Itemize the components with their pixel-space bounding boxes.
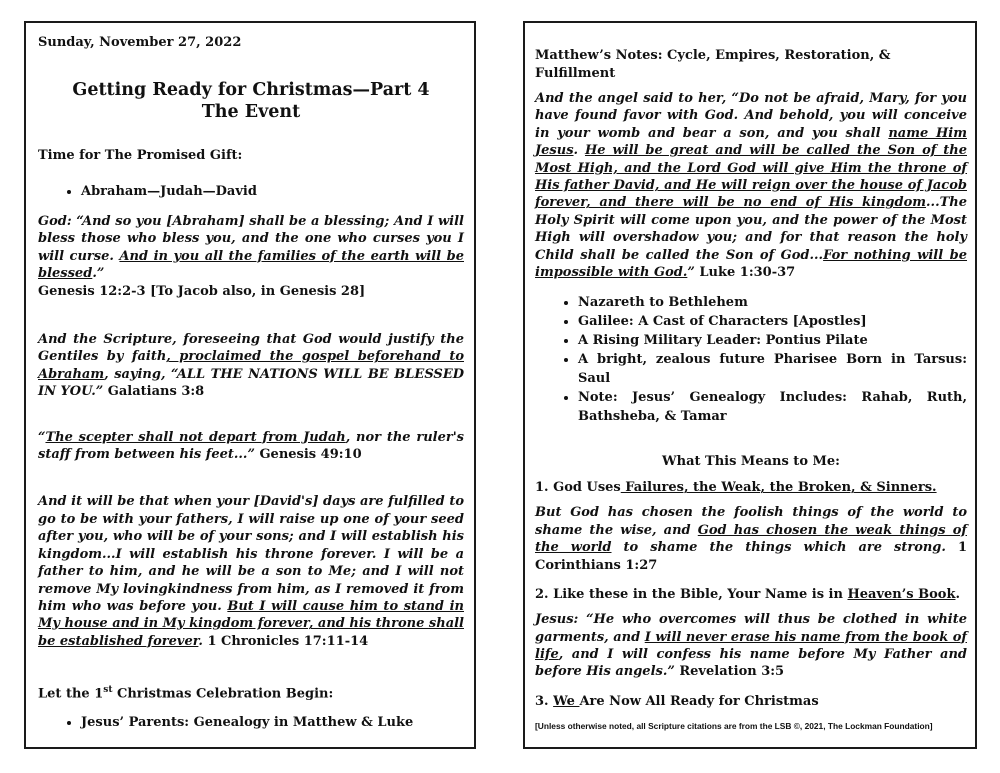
list-item: • A Rising Military Leader: Pontius Pilate (578, 331, 967, 350)
section-heading-promised-gift: Time for The Promised Gift: (38, 148, 243, 163)
page-title: Getting Ready for Christmas—Part 4 (72, 80, 430, 100)
verse-reference: Galatians 3:8 (107, 384, 205, 400)
section-heading-matthews-notes: Matthew’s Notes: Cycle, Empires, Restoration, & Fulfillment (535, 48, 891, 81)
verse-reference: 1 Chronicles 17:11-14 (207, 633, 369, 649)
list-item: • Note: Jesus’ Genealogy Includes: Rahab, Ruth, Bathsheba, & Tamar (578, 388, 967, 426)
left-page (24, 21, 476, 749)
verse-genesis-49: “The scepter shall not depart from Judah, nor the ruler's staff from between his feet...” Genesis 49:10 (38, 429, 464, 463)
list-item: • A bright, zealous future Pharisee Born in Tarsus: Saul (578, 350, 967, 388)
verse-1-corinthians-1: But God has chosen the foolish things of the world to shame the wise, and God has chosen the weak things of the world to shame the things which are strong. 1 Corinthians 1:27 (535, 505, 967, 573)
verse-reference: Revelation 3:5 (679, 664, 785, 680)
verse-galatians-3: And the Scripture, foreseeing that God would justify the Gentiles by faith, proclaimed the gospel beforehand to Abraham, saying, “ALL THE NATIONS WILL BE BLESSED IN YOU.” Galatians 3:8 (38, 332, 464, 400)
section-heading-celebration: Let the 1st Christmas Celebration Begin: (38, 685, 334, 702)
list-item: • Galilee: A Cast of Characters [Apostles] (578, 312, 967, 331)
bullet-list-notes (535, 293, 967, 426)
verse-1-chronicles-17: And it will be that when your [David's] days are fulfilled to go to be with your fathers, I will raise up one of your seed after you, who will be of your sons; and I will establish his kingdom...I will establish his throne forever. I will be a father to him, and he will be a son to Me; and I will not remove My lovingkindness from him, as I removed it from him who was before you. But I will cause him to stand in My house and in My kingdom forever, and his throne shall be established forever. 1 Chronicles 17:11-14 (38, 494, 464, 649)
list-item: • Nazareth to Bethlehem (578, 293, 967, 312)
page-subtitle: The Event (201, 102, 301, 122)
verse-genesis-12: God: “And so you [Abraham] shall be a blessing; And I will bless those who bless you, and the one who curses you I will curse. And in you all the families of the earth will be blessed.” Genesis 12:2-3 [To Jacob also, in Genesis 28] (38, 214, 464, 299)
verse-revelation-3: Jesus: “He who overcomes will thus be clothed in white garments, and I will never erase his name from the book of life, and I will confess his name before My Father and before His angels.” Revelation 3:5 (535, 612, 967, 680)
point-3: 3. We Are Now All Ready for Christmas (535, 693, 819, 709)
bullet-list-lineage (38, 182, 464, 201)
verse-reference: Genesis 12:2-3 [To Jacob also, in Genesis 28] (38, 283, 366, 299)
verse-luke-1: And the angel said to her, “Do not be afraid, Mary, for you have found favor with God. And behold, you will conceive in your womb and bear a son, and you shall name Him Jesus. He will be great and will be called the Son of the Most High, and the Lord God will give Him the throne of His father David, and He will reign over the house of Jacob forever, and there will be no end of His kingdom...The Holy Spirit will come upon you, and the power of the Most High will overshadow you; and for that reason the holy Child shall be called the Son of God...For nothing will be impossible with God.” Luke 1:30-37 (535, 91, 968, 281)
point-1: 1. God Uses Failures, the Weak, the Broken, & Sinners. (535, 480, 937, 496)
verse-reference: Luke 1:30-37 (699, 265, 796, 281)
bullet-list-parents (38, 713, 464, 732)
verse-reference: 1 Corinthians 1:27 (535, 540, 967, 573)
point-2: 2. Like these in the Bible, Your Name is in Heaven’s Book. (535, 587, 960, 603)
section-heading-what-this-means: What This Means to Me: (662, 454, 840, 470)
footnote: [Unless otherwise noted, all Scripture citations are from the LSB ©, 2021, The Lockman Foundation] (535, 721, 933, 731)
right-page (523, 21, 977, 749)
list-item: • Abraham—Judah—David (81, 182, 464, 201)
date: Sunday, November 27, 2022 (38, 35, 242, 50)
list-item: • Jesus’ Parents: Genealogy in Matthew & Luke (81, 713, 464, 732)
verse-reference: Genesis 49:10 (259, 447, 362, 463)
